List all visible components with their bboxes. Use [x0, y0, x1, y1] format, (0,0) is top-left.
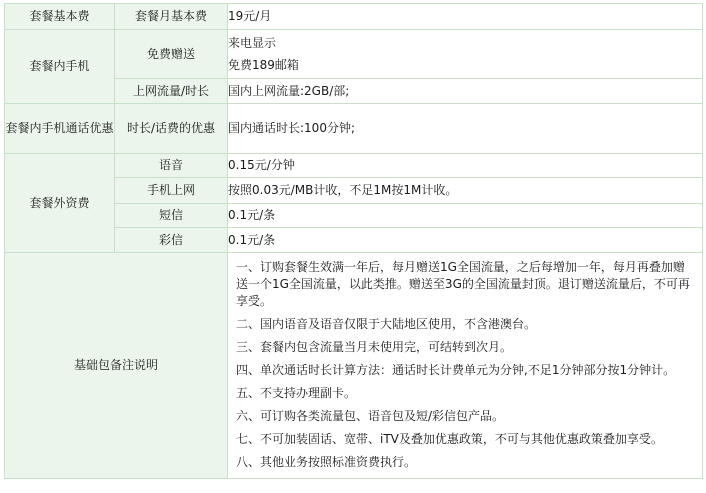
- free-gift-item: 免费189邮箱: [228, 58, 299, 72]
- mobile-data-label: 手机上网: [115, 178, 228, 204]
- out-of-package-label: 套餐外资费: [5, 154, 115, 253]
- sms-label: 短信: [115, 204, 228, 228]
- base-fee-label: 套餐基本费: [5, 4, 115, 30]
- note-item: 四、单次通话时长计算方法：通话时长计费单元为分钟,不足1分钟部分按1分钟计。: [236, 363, 676, 377]
- table-row: [5, 154, 703, 178]
- table-row: [5, 30, 703, 79]
- voice-value: 0.15元/分钟: [228, 154, 703, 178]
- data-allowance-value: 国内上网流量:2GB/部;: [228, 79, 703, 104]
- call-minutes-value: 国内通话时长:100分钟;: [228, 104, 703, 154]
- note-item: 七、不可加装固话、宽带、iTV及叠加优惠政策，不可与其他优惠政策叠加享受。: [236, 432, 663, 446]
- plan-table: [4, 3, 703, 479]
- notes-label: 基础包备注说明: [5, 253, 228, 479]
- mobile-data-value: 按照0.03元/MB计收，不足1M按1M计收。: [228, 178, 703, 204]
- free-gift-label: 免费赠送: [115, 30, 228, 79]
- call-discount-label: 套餐内手机通话优惠: [5, 104, 115, 154]
- note-item: 六、可订购各类流量包、语音包及短/彩信包产品。: [236, 409, 505, 423]
- note-item: 八、其他业务按照标准资费执行。: [236, 455, 417, 469]
- notes-list: [228, 253, 703, 479]
- monthly-fee-value: 19元/月: [228, 4, 703, 30]
- free-gift-item: 来电显示: [228, 36, 277, 50]
- free-gift-values: [228, 30, 703, 79]
- in-package-phone-label: 套餐内手机: [5, 30, 115, 104]
- voice-label: 语音: [115, 154, 228, 178]
- mms-label: 彩信: [115, 228, 228, 253]
- data-allowance-label: 上网流量/时长: [115, 79, 228, 104]
- table-row: [5, 253, 703, 479]
- note-item: 三、套餐内包含流量当月未使用完，可结转到次月。: [236, 340, 513, 354]
- note-item: 二、国内语音及语音仅限于大陆地区使用，不含港澳台。: [236, 317, 537, 331]
- table-row: [5, 104, 703, 154]
- call-minutes-label: 时长/话费的优惠: [115, 104, 228, 154]
- note-item: 五、不支持办理副卡。: [236, 386, 357, 400]
- table-row: [5, 4, 703, 30]
- mms-value: 0.1元/条: [228, 228, 703, 253]
- sms-value: 0.1元/条: [228, 204, 703, 228]
- note-item: 一、订购套餐生效满一年后，每月赠送1G全国流量，之后每增加一年，每月再叠加赠送一个1G全国流量，以此类推。赠送至3G的全国流量封顶。退订赠送流量后，不可再享受。: [236, 260, 690, 308]
- monthly-fee-label: 套餐月基本费: [115, 4, 228, 30]
